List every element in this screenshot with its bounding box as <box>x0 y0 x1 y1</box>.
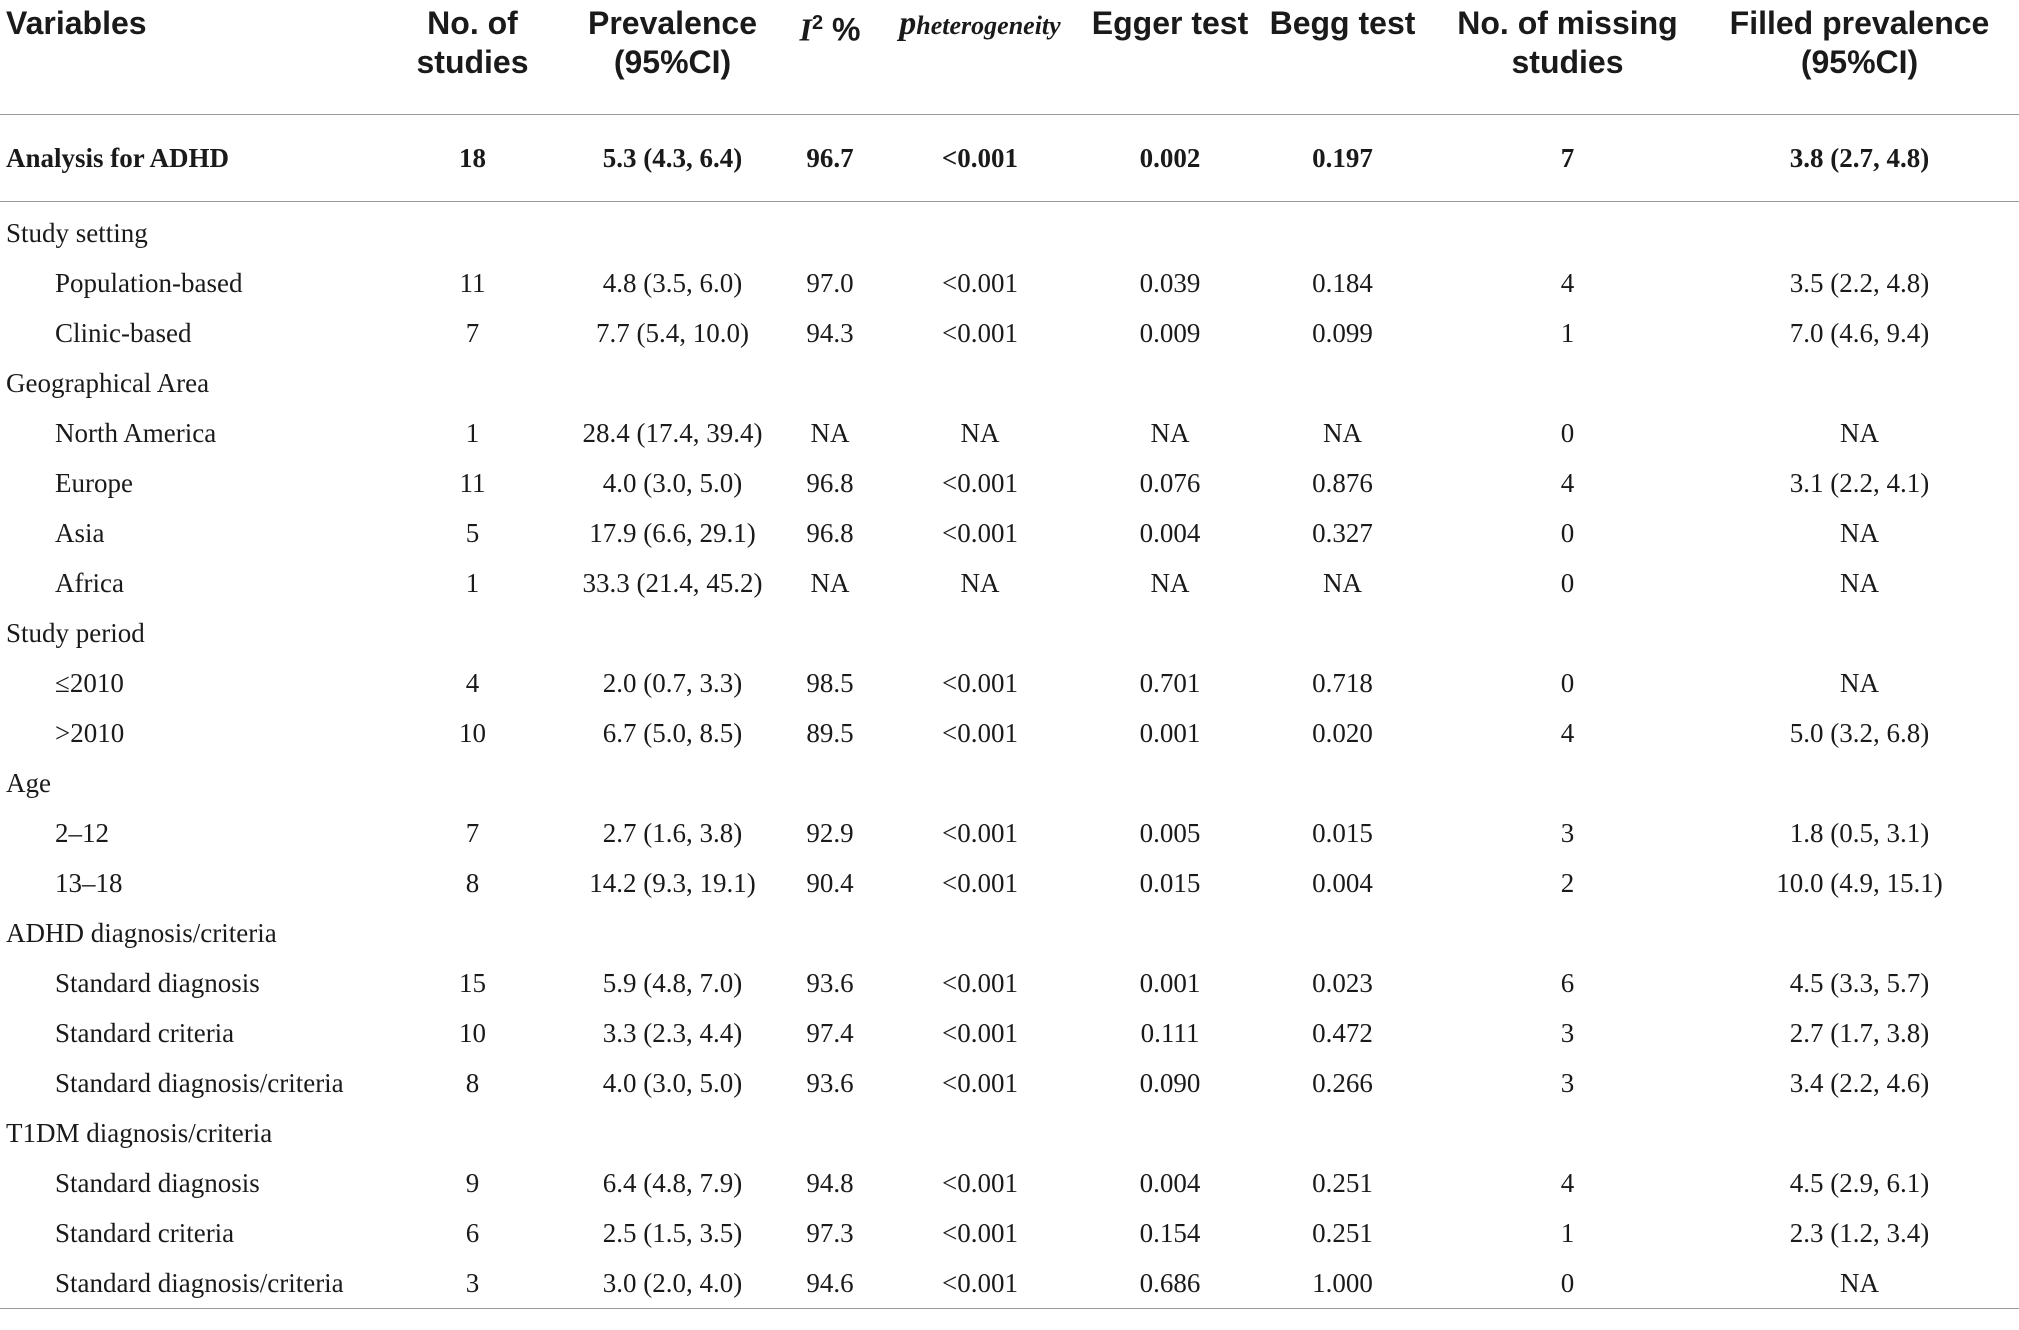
row-prevalence: 2.0 (0.7, 3.3) <box>602 667 743 698</box>
row-missing: 1 <box>1560 1217 1575 1248</box>
row-label: Population-based <box>55 267 243 298</box>
row-studies: 6 <box>465 1217 480 1248</box>
header-row <box>0 0 2019 115</box>
table-row <box>0 858 2019 908</box>
overall-egger: 0.002 <box>1090 115 1250 202</box>
row-prevalence: 28.4 (17.4, 39.4) <box>582 417 763 448</box>
row-prevalence: 2.7 (1.6, 3.8) <box>602 817 743 848</box>
header-begg-test: Begg test <box>1250 0 1435 115</box>
group-header-row <box>0 608 2019 658</box>
row-label: 2–12 <box>55 817 109 848</box>
table-row <box>0 508 2019 558</box>
row-prevalence: 4.0 (3.0, 5.0) <box>602 1067 743 1098</box>
row-filled: NA <box>1840 517 1879 548</box>
row-i2: 89.5 <box>806 717 854 748</box>
row-missing: 4 <box>1560 467 1575 498</box>
row-i2: 93.6 <box>806 967 854 998</box>
header-i-squared: $I^2$ % <box>790 0 870 115</box>
row-p: <0.001 <box>942 1017 1018 1048</box>
row-filled: 5.0 (3.2, 6.8) <box>1789 717 1930 748</box>
header-no-of-studies: No. of studies <box>390 0 555 115</box>
row-label: 13–18 <box>55 867 123 898</box>
row-egger: 0.701 <box>1139 667 1201 698</box>
row-begg: NA <box>1323 567 1362 598</box>
row-prevalence: 33.3 (21.4, 45.2) <box>582 567 763 598</box>
row-studies: 7 <box>465 317 480 348</box>
row-prevalence: 2.5 (1.5, 3.5) <box>602 1217 743 1248</box>
row-i2: 94.8 <box>806 1167 854 1198</box>
row-label: Standard diagnosis <box>55 1167 260 1198</box>
table-row <box>0 258 2019 308</box>
row-p: <0.001 <box>942 967 1018 998</box>
row-i2: 98.5 <box>806 667 854 698</box>
header-p-heterogeneity: pheterogeneity <box>870 0 1090 115</box>
row-missing: 0 <box>1435 1258 1700 1309</box>
row-studies: 9 <box>465 1167 480 1198</box>
table-row <box>0 808 2019 858</box>
overall-filled: 3.8 (2.7, 4.8) <box>1700 115 2019 202</box>
table-header <box>0 0 2019 115</box>
row-egger: NA <box>1150 567 1190 598</box>
overall-i2: 96.7 <box>790 115 870 202</box>
row-begg: 0.184 <box>1312 267 1373 298</box>
row-p: <0.001 <box>942 1217 1018 1248</box>
row-missing: 6 <box>1560 967 1575 998</box>
row-i2: 96.8 <box>806 467 854 498</box>
table-row <box>0 308 2019 358</box>
row-begg: 0.004 <box>1312 867 1373 898</box>
row-studies: 10 <box>459 1017 486 1048</box>
overall-missing: 7 <box>1435 115 1700 202</box>
row-p: <0.001 <box>942 267 1018 298</box>
row-label: Standard criteria <box>55 1017 235 1048</box>
row-egger: 0.004 <box>1139 1167 1201 1198</box>
row-studies: 3 <box>390 1258 555 1309</box>
row-prevalence: 6.4 (4.8, 7.9) <box>602 1167 743 1198</box>
row-begg: 0.251 <box>1312 1217 1373 1248</box>
row-filled: 3.4 (2.2, 4.6) <box>1789 1067 1930 1098</box>
row-egger: 0.005 <box>1139 817 1201 848</box>
row-prevalence: 3.0 (2.0, 4.0) <box>555 1258 790 1309</box>
header-missing-studies: No. of missing studies <box>1435 0 1700 115</box>
row-label: North America <box>55 417 217 448</box>
row-filled: NA <box>1700 1258 2019 1309</box>
group-label: Study setting <box>6 217 148 248</box>
group-label: Age <box>6 767 51 798</box>
header-egger-test: Egger test <box>1090 0 1250 115</box>
row-filled: 1.8 (0.5, 3.1) <box>1789 817 1930 848</box>
row-begg: 0.266 <box>1312 1067 1373 1098</box>
group-header-row <box>0 1108 2019 1158</box>
row-i2: 97.3 <box>806 1217 854 1248</box>
row-begg: 0.327 <box>1312 517 1373 548</box>
row-studies: 1 <box>465 417 480 448</box>
row-begg: 0.015 <box>1312 817 1373 848</box>
row-p: <0.001 <box>942 1167 1018 1198</box>
row-begg: 0.472 <box>1312 1017 1373 1048</box>
row-label: >2010 <box>55 717 125 748</box>
row-i2: 94.6 <box>790 1258 870 1309</box>
row-prevalence: 17.9 (6.6, 29.1) <box>589 517 756 548</box>
table-row <box>0 1258 2019 1309</box>
group-label: Geographical Area <box>6 367 210 398</box>
row-prevalence: 6.7 (5.0, 8.5) <box>602 717 743 748</box>
row-label: Europe <box>55 467 133 498</box>
header-prevalence: Prevalence (95%CI) <box>555 0 790 115</box>
row-missing: 4 <box>1560 1167 1575 1198</box>
row-p: <0.001 <box>942 517 1018 548</box>
row-i2: 92.9 <box>806 817 854 848</box>
row-i2: 90.4 <box>806 867 854 898</box>
row-label: Clinic-based <box>55 317 192 348</box>
row-missing: 0 <box>1560 517 1575 548</box>
row-missing: 0 <box>1560 417 1575 448</box>
row-prevalence: 3.3 (2.3, 4.4) <box>602 1017 743 1048</box>
row-egger: 0.111 <box>1140 1017 1200 1048</box>
table-row <box>0 1208 2019 1258</box>
row-missing: 3 <box>1560 1017 1575 1048</box>
row-studies: 7 <box>465 817 480 848</box>
table-row <box>0 1008 2019 1058</box>
row-label: Standard criteria <box>55 1217 235 1248</box>
row-begg: 1.000 <box>1250 1258 1435 1309</box>
table-body <box>0 115 2019 1309</box>
row-egger: NA <box>1150 417 1190 448</box>
row-filled: 3.5 (2.2, 4.8) <box>1789 267 1930 298</box>
header-filled-prevalence: Filled prevalence (95%CI) <box>1700 0 2019 115</box>
row-label: Standard diagnosis <box>55 967 260 998</box>
row-egger: 0.004 <box>1139 517 1201 548</box>
row-filled: 2.3 (1.2, 3.4) <box>1789 1217 1930 1248</box>
group-header-row <box>0 758 2019 808</box>
row-p: NA <box>960 567 1000 598</box>
row-studies: 11 <box>459 267 486 298</box>
table-row <box>0 408 2019 458</box>
row-prevalence: 14.2 (9.3, 19.1) <box>589 867 756 898</box>
row-begg: NA <box>1323 417 1362 448</box>
group-label: Study period <box>6 617 145 648</box>
row-studies: 5 <box>465 517 480 548</box>
row-i2: NA <box>810 567 850 598</box>
row-begg: 0.020 <box>1312 717 1373 748</box>
overall-p: <0.001 <box>870 115 1090 202</box>
row-i2: 97.4 <box>806 1017 854 1048</box>
row-p: <0.001 <box>870 1258 1090 1309</box>
row-missing: 0 <box>1560 567 1575 598</box>
row-p: <0.001 <box>942 467 1018 498</box>
row-studies: 11 <box>459 467 486 498</box>
row-prevalence: 4.8 (3.5, 6.0) <box>602 267 743 298</box>
table-row <box>0 658 2019 708</box>
row-begg: 0.099 <box>1312 317 1373 348</box>
table-row <box>0 558 2019 608</box>
row-studies: 10 <box>459 717 486 748</box>
row-filled: 10.0 (4.9, 15.1) <box>1776 867 1943 898</box>
row-egger: 0.001 <box>1139 717 1201 748</box>
table-row <box>0 458 2019 508</box>
row-label: Asia <box>55 517 105 548</box>
row-p: <0.001 <box>942 317 1018 348</box>
row-egger: 0.076 <box>1139 467 1201 498</box>
row-p: <0.001 <box>942 817 1018 848</box>
row-studies: 8 <box>465 1067 480 1098</box>
row-begg: 0.876 <box>1312 467 1373 498</box>
row-i2: NA <box>810 417 850 448</box>
group-header-row <box>0 358 2019 408</box>
table-row <box>0 1058 2019 1108</box>
row-missing: 1 <box>1560 317 1575 348</box>
row-egger: 0.154 <box>1139 1217 1201 1248</box>
row-p: <0.001 <box>942 1067 1018 1098</box>
row-i2: 93.6 <box>806 1067 854 1098</box>
row-filled: 3.1 (2.2, 4.1) <box>1789 467 1930 498</box>
row-prevalence: 7.7 (5.4, 10.0) <box>596 317 749 348</box>
row-prevalence: 4.0 (3.0, 5.0) <box>602 467 743 498</box>
row-i2: 96.8 <box>806 517 854 548</box>
overall-row <box>0 115 2019 202</box>
row-missing: 0 <box>1560 667 1575 698</box>
row-i2: 94.3 <box>806 317 854 348</box>
row-p: <0.001 <box>942 667 1018 698</box>
row-missing: 4 <box>1560 717 1575 748</box>
row-egger: 0.090 <box>1139 1067 1201 1098</box>
table-row <box>0 708 2019 758</box>
table-row <box>0 1158 2019 1208</box>
group-label: T1DM diagnosis/criteria <box>6 1117 273 1148</box>
row-egger: 0.686 <box>1090 1258 1250 1309</box>
row-missing: 2 <box>1560 867 1575 898</box>
row-egger: 0.039 <box>1139 267 1201 298</box>
row-missing: 3 <box>1560 1067 1575 1098</box>
row-label: ≤2010 <box>55 667 124 698</box>
row-filled: NA <box>1840 417 1879 448</box>
row-missing: 4 <box>1560 267 1575 298</box>
overall-prevalence: 5.3 (4.3, 6.4) <box>555 115 790 202</box>
group-header-row <box>0 208 2019 258</box>
row-label: Standard diagnosis/criteria <box>55 1067 344 1098</box>
row-egger: 0.001 <box>1139 967 1201 998</box>
row-filled: NA <box>1840 567 1879 598</box>
header-variables: Variables <box>0 0 390 115</box>
row-filled: NA <box>1840 667 1879 698</box>
row-begg: 0.023 <box>1312 967 1373 998</box>
row-studies: 8 <box>465 867 480 898</box>
row-label: Standard diagnosis/criteria <box>0 1258 390 1309</box>
row-missing: 3 <box>1560 817 1575 848</box>
row-prevalence: 5.9 (4.8, 7.0) <box>602 967 743 998</box>
row-p: <0.001 <box>942 867 1018 898</box>
row-studies: 15 <box>459 967 486 998</box>
row-filled: 4.5 (2.9, 6.1) <box>1789 1167 1930 1198</box>
group-label: ADHD diagnosis/criteria <box>6 917 277 948</box>
table-row <box>0 958 2019 1008</box>
row-filled: 2.7 (1.7, 3.8) <box>1789 1017 1930 1048</box>
row-begg: 0.718 <box>1312 667 1373 698</box>
row-studies: 1 <box>465 567 480 598</box>
row-studies: 4 <box>465 667 480 698</box>
row-p: <0.001 <box>942 717 1018 748</box>
row-egger: 0.015 <box>1139 867 1201 898</box>
overall-label: Analysis for ADHD <box>0 115 390 202</box>
row-i2: 97.0 <box>806 267 854 298</box>
row-label: Africa <box>55 567 124 598</box>
row-filled: 4.5 (3.3, 5.7) <box>1789 967 1930 998</box>
row-p: NA <box>960 417 1000 448</box>
row-begg: 0.251 <box>1312 1167 1373 1198</box>
row-filled: 7.0 (4.6, 9.4) <box>1789 317 1930 348</box>
overall-begg: 0.197 <box>1250 115 1435 202</box>
row-egger: 0.009 <box>1139 317 1201 348</box>
group-header-row <box>0 908 2019 958</box>
overall-studies: 18 <box>390 115 555 202</box>
